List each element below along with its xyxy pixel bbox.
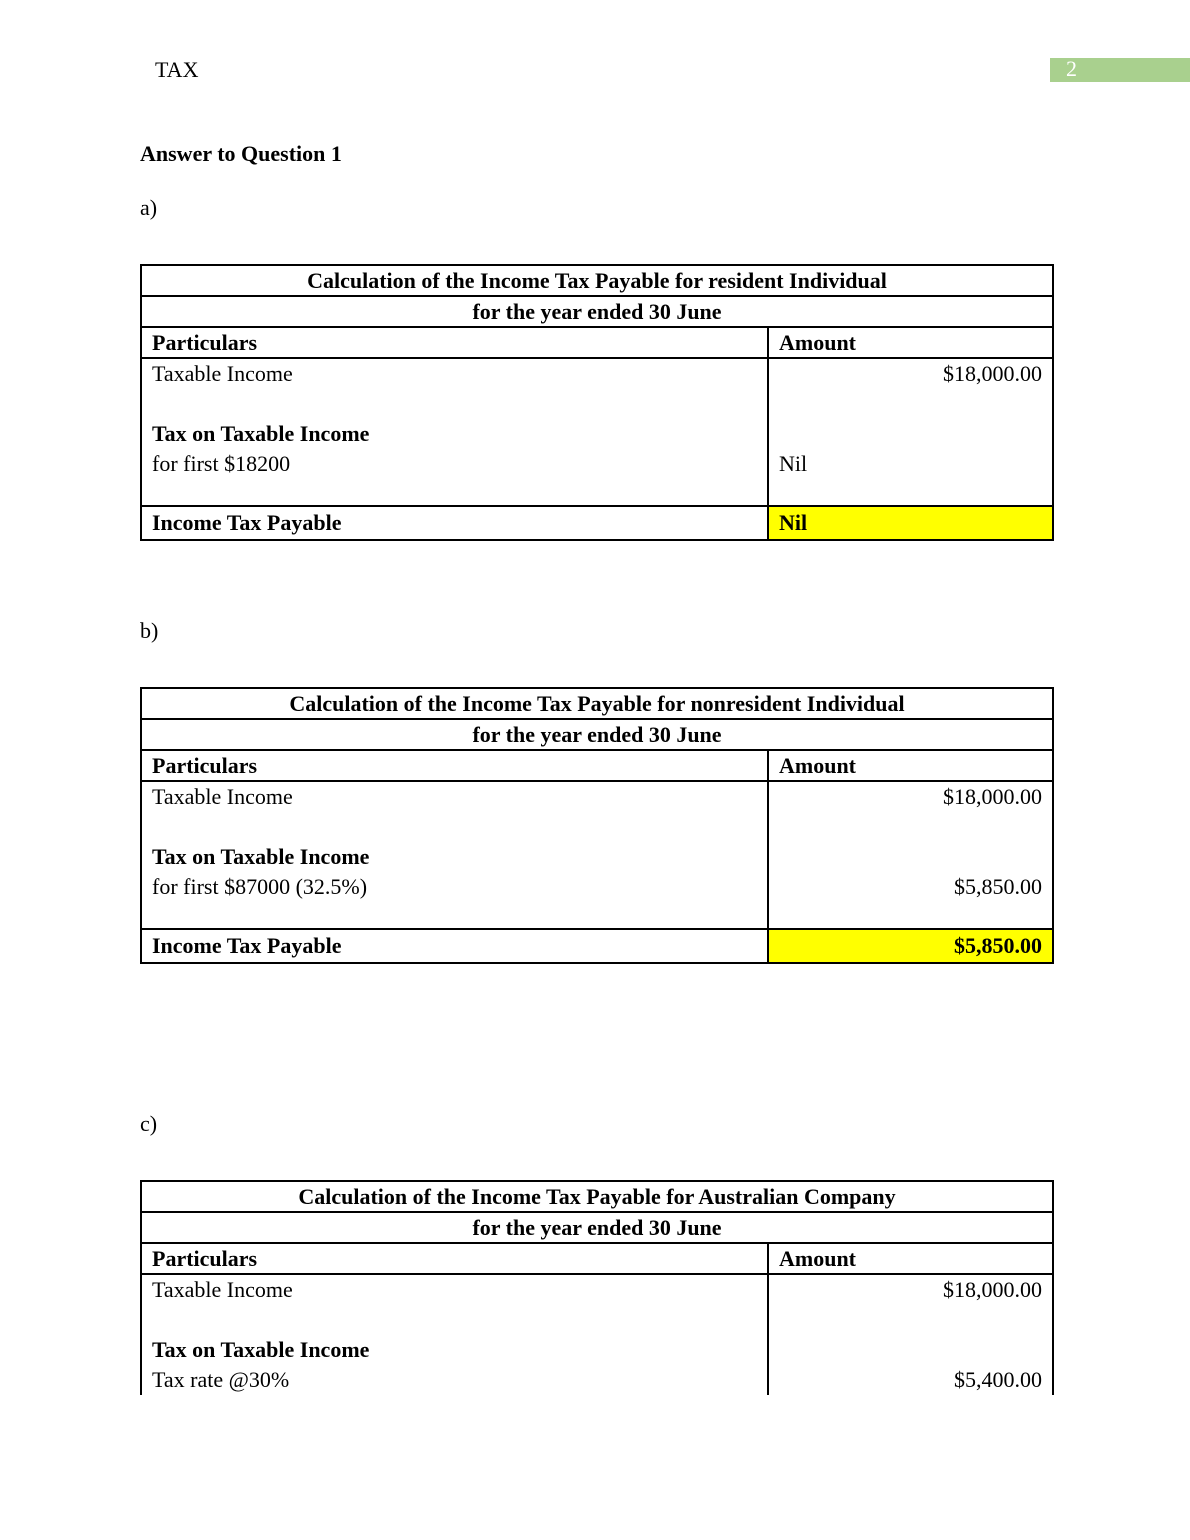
income-tax-payable-label: Income Tax Payable [141, 506, 768, 540]
taxable-income-value: $18,000.00 [768, 358, 1053, 389]
income-tax-payable-label: Income Tax Payable [141, 929, 768, 963]
page-number-bar [1050, 58, 1190, 82]
answer-heading: Answer to Question 1 [140, 141, 342, 166]
taxable-income-label: Taxable Income [141, 781, 768, 812]
column-header-amount: Amount [768, 327, 1053, 358]
rate-value: $5,400.00 [768, 1365, 1053, 1395]
rate-value: $5,850.00 [768, 872, 1053, 902]
rate-label: for first $87000 (32.5%) [141, 872, 768, 902]
taxable-income-label: Taxable Income [141, 358, 768, 389]
table-title: Calculation of the Income Tax Payable for nonresident Individual [141, 688, 1053, 719]
tax-on-taxable-income-label: Tax on Taxable Income [141, 1335, 768, 1365]
income-tax-payable-value: $5,850.00 [768, 929, 1053, 963]
column-header-particulars: Particulars [141, 1243, 768, 1274]
table-subtitle: for the year ended 30 June [141, 719, 1053, 750]
part-a-label: a) [140, 195, 158, 220]
rate-label: Tax rate @30% [141, 1365, 768, 1395]
tax-on-taxable-income-label: Tax on Taxable Income [141, 842, 768, 872]
taxable-income-value: $18,000.00 [768, 781, 1053, 812]
table-subtitle: for the year ended 30 June [141, 296, 1053, 327]
table-title: Calculation of the Income Tax Payable for Australian Company [141, 1181, 1053, 1212]
column-header-particulars: Particulars [141, 327, 768, 358]
column-header-particulars: Particulars [141, 750, 768, 781]
column-header-amount: Amount [768, 1243, 1053, 1274]
part-b-label: b) [140, 618, 159, 643]
company-tax-table [140, 1180, 1054, 1395]
column-header-amount: Amount [768, 750, 1053, 781]
resident-tax-table [140, 264, 1054, 541]
taxable-income-value: $18,000.00 [768, 1274, 1053, 1305]
part-c-label: c) [140, 1111, 158, 1136]
nonresident-tax-table [140, 687, 1054, 964]
running-header-title: TAX [155, 57, 199, 82]
income-tax-payable-value: Nil [768, 506, 1053, 540]
taxable-income-label: Taxable Income [141, 1274, 768, 1305]
rate-value: Nil [768, 449, 1053, 479]
rate-label: for first $18200 [141, 449, 768, 479]
table-subtitle: for the year ended 30 June [141, 1212, 1053, 1243]
page-number: 2 [1066, 56, 1077, 81]
table-title: Calculation of the Income Tax Payable for resident Individual [141, 265, 1053, 296]
tax-on-taxable-income-label: Tax on Taxable Income [141, 419, 768, 449]
